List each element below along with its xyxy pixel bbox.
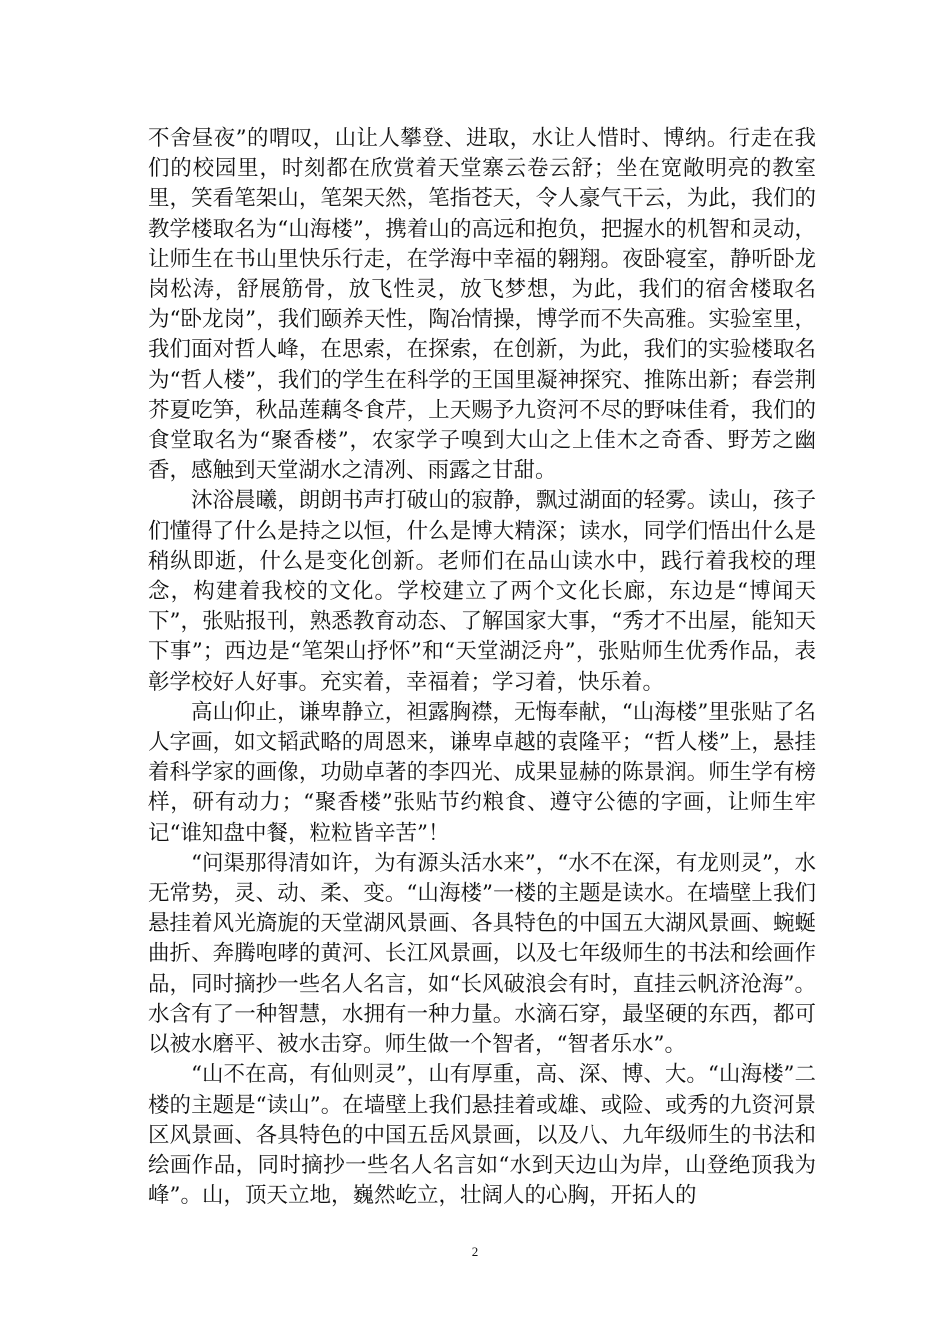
page-number: 2 bbox=[471, 1244, 479, 1259]
paragraph-3: 高山仰止，谦卑静立，袒露胸襟，无悔奉献，“山海楼”里张贴了名人字画，如文韬武略的周恩来，谦卑卓越的袁隆平；“哲人楼”上，悬挂着科学家的画像，功勋卓著的李四光、成果显赫的陈景润。师生学有榜样，研有动力；“聚香楼”张贴节约粮食、遵守公德的字画，让师生牢记“谁知盘中餐，粒粒皆辛苦”！ bbox=[148, 699, 816, 846]
paragraph-1: 不舍昼夜”的喟叹，山让人攀登、进取，水让人惜时、博纳。行走在我们的校园里，时刻都在欣赏着天堂寨云卷云舒；坐在宽敞明亮的教室里，笑看笔架山，笔架天然，笔指苍天，令人豪气干云，为此，我们的教学楼取名为“山海楼”，携着山的高远和抱负，把握水的机智和灵动，让师生在书山里快乐行走，在学海中幸福的翱翔。夜卧寝室，静听卧龙岗松涛，舒展筋骨，放飞性灵，放飞梦想，为此，我们的宿舍楼取名为“卧龙岗”，我们颐养天性，陶冶情操，博学而不失高雅。实验室里，我们面对哲人峰，在思索，在探索，在创新，为此，我们的实验楼取名为“哲人楼”，我们的学生在科学的王国里凝神探究、推陈出新；春尝荆芥夏吃笋，秋品莲藕冬食芹，上天赐予九资河不尽的野味佳肴，我们的食堂取名为“聚香楼”，农家学子嗅到大山之上佳木之奇香、野芳之幽香，感触到天堂湖水之清冽、雨露之甘甜。 bbox=[148, 126, 816, 484]
paragraph-4: “问渠那得清如许，为有源头活水来”，“水不在深，有龙则灵”，水无常势，灵、动、柔、变。“山海楼”一楼的主题是读水。在墙壁上我们悬挂着风光旖旎的天堂湖风景画、各具特色的中国五大湖风景画、蜿蜒曲折、奔腾咆哮的黄河、长江风景画，以及七年级师生的书法和绘画作品，同时摘抄一些名人名言，如“长风破浪会有时，直挂云帆济沧海”。水含有了一种智慧，水拥有一种力量。水滴石穿，最坚硬的东西，都可以被水磨平、被水击穿。师生做一个智者，“智者乐水”。 bbox=[148, 850, 816, 1058]
paragraph-5: “山不在高，有仙则灵”，山有厚重，高、深、博、大。“山海楼”二楼的主题是“读山”。在墙壁上我们悬挂着或雄、或险、或秀的九资河景区风景画、各具特色的中国五岳风景画，以及八、九年级师生的书法和绘画作品，同时摘抄一些名人名言如“水到天边山为岸，山登绝顶我为峰”。山，顶天立地，巍然屹立，壮阔人的心胸，开拓人的 bbox=[148, 1062, 816, 1209]
paragraph-2: 沐浴晨曦，朗朗书声打破山的寂静，飘过湖面的轻雾。读山，孩子们懂得了什么是持之以恒，什么是博大精深；读水，同学们悟出什么是稍纵即逝，什么是变化创新。老师们在品山读水中，践行着我校的理念，构建着我校的文化。学校建立了两个文化长廊，东边是“博闻天下”，张贴报刊，熟悉教育动态、了解国家大事，“秀才不出屋，能知天下事”；西边是“笔架山抒怀”和“天堂湖泛舟”，张贴师生优秀作品，表彰学校好人好事。充实着，幸福着；学习着，快乐着。 bbox=[148, 488, 816, 695]
body-text bbox=[148, 124, 816, 1211]
